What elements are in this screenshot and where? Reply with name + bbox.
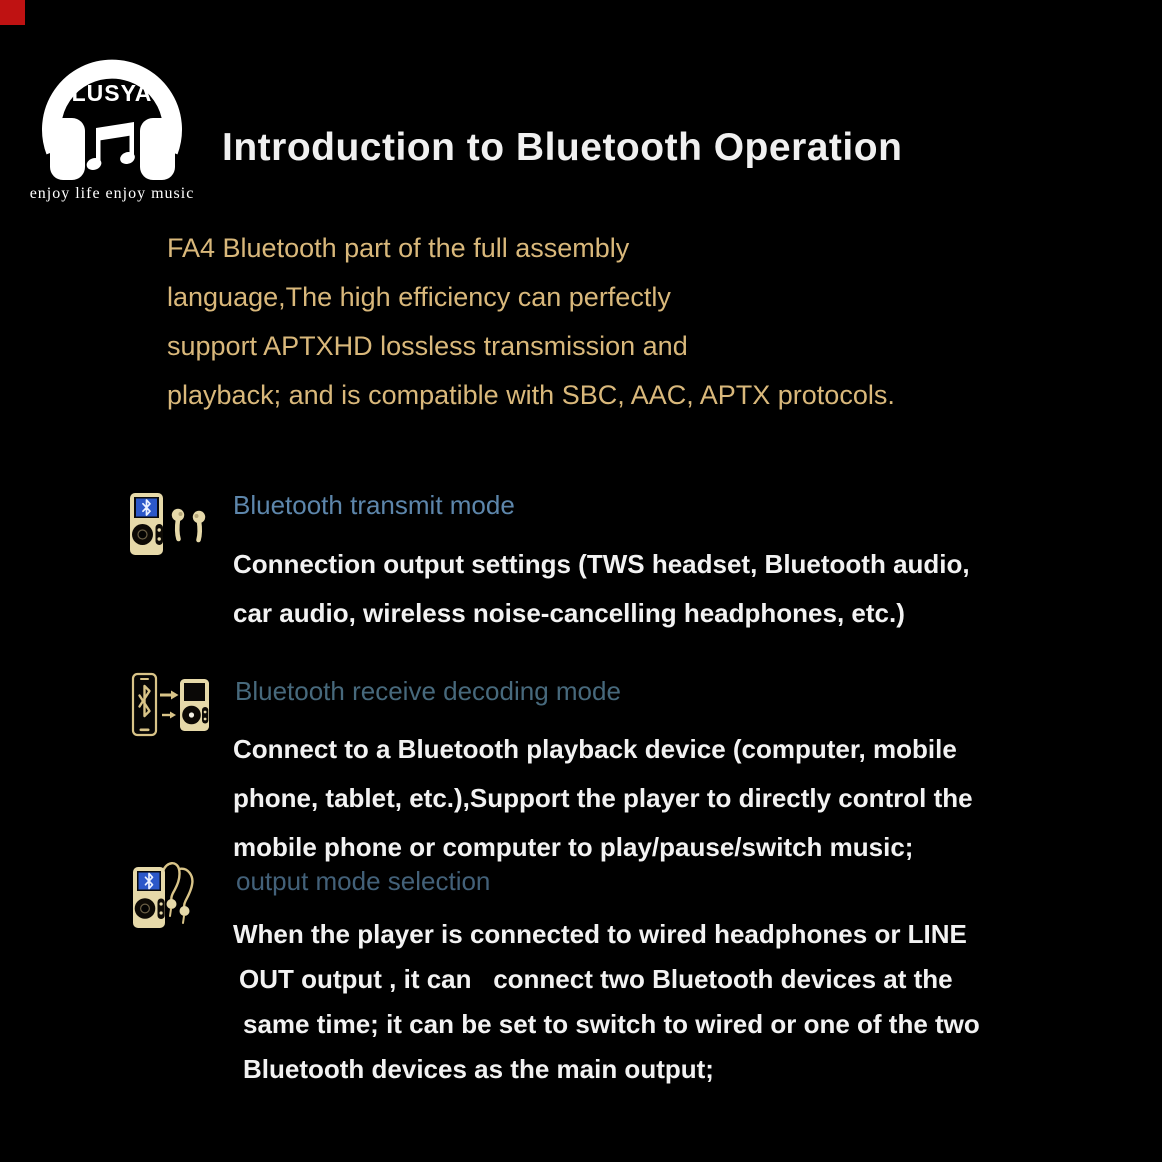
headphones-logo-icon	[30, 38, 194, 208]
logo-brand-text: LUSYA	[71, 80, 153, 106]
section-heading-receive-mode: Bluetooth receive decoding mode	[235, 676, 621, 706]
section-heading-output-mode: output mode selection	[236, 866, 491, 896]
music-note-icon	[85, 122, 136, 172]
page-title: Introduction to Bluetooth Operation	[222, 126, 903, 169]
wired-earphones-icon	[163, 863, 192, 923]
corner-red-marker	[0, 0, 25, 25]
music-player-icon	[180, 679, 209, 731]
logo-slogan-text: enjoy life enjoy music	[30, 185, 194, 202]
text-line: same time; it can be set to switch to wired or one of the two	[243, 1009, 980, 1039]
text-line: car audio, wireless noise-cancelling headphones, etc.)	[233, 598, 905, 628]
section-body-receive-mode	[233, 725, 973, 872]
smartphone-bluetooth-icon	[133, 674, 156, 735]
text-line: language,The high efficiency can perfectly	[167, 282, 671, 312]
text-line: phone, tablet, etc.),Support the player to directly control the	[233, 783, 973, 813]
text-line: Bluetooth devices as the main output;	[243, 1054, 714, 1084]
text-line: OUT output , it can connect two Bluetooth devices at the	[239, 964, 953, 994]
section-body-output-mode	[233, 912, 980, 1092]
text-line: FA4 Bluetooth part of the full assembly	[167, 233, 630, 263]
player-with-wired-earphones-icon	[127, 853, 211, 940]
lusya-logo	[30, 38, 194, 208]
text-line: Connect to a Bluetooth playback device (computer, mobile	[233, 734, 957, 764]
text-line: When the player is connected to wired headphones or LINE	[233, 919, 967, 949]
intro-paragraph	[167, 224, 895, 420]
text-line: Connection output settings (TWS headset, Bluetooth audio,	[233, 549, 970, 579]
section-body-transmit-mode	[233, 540, 970, 638]
text-line: playback; and is compatible with SBC, AAC, APTX protocols.	[167, 380, 895, 410]
transfer-arrows-icon	[160, 691, 179, 719]
phone-to-player-icon	[127, 671, 211, 746]
earbuds-icon	[172, 509, 205, 540]
section-heading-transmit-mode: Bluetooth transmit mode	[233, 490, 515, 520]
text-line: mobile phone or computer to play/pause/switch music;	[233, 832, 914, 862]
text-line: support APTXHD lossless transmission and	[167, 331, 688, 361]
player-with-earbuds-icon	[127, 486, 211, 563]
